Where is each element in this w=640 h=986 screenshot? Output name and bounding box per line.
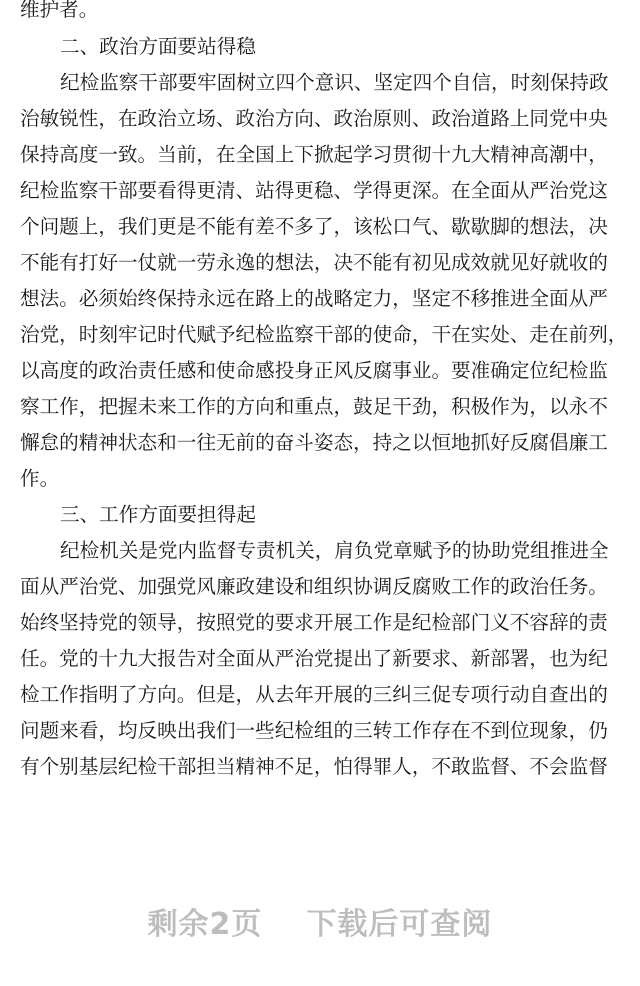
text-line: 懈怠的精神状态和一往无前的奋斗姿态，持之以恒地抓好反腐倡廉工 xyxy=(20,431,608,454)
download-prompt[interactable] xyxy=(0,900,640,950)
text-line: 想法。必须始终保持永远在路上的战略定力，坚定不移推进全面从严 xyxy=(20,287,608,310)
text-line: 维护者。 xyxy=(20,0,99,21)
text-line: 检工作指明了方向。但是，从去年开展的三纠三促专项行动自查出的 xyxy=(20,683,608,706)
text-line: 纪检机关是党内监督专责机关，肩负党章赋予的协助党组推进全 xyxy=(60,539,609,562)
text-line: 作。 xyxy=(20,467,60,490)
section-heading: 二、政治方面要站得稳 xyxy=(60,35,256,58)
text-line: 纪检监察干部要看得更清、站得更稳、学得更深。在全面从严治党这 xyxy=(20,179,608,202)
text-line: 个问题上，我们更是不能有差不多了，该松口气、歇歇脚的想法，决 xyxy=(20,215,608,238)
text-line: 保持高度一致。当前，在全国上下掀起学习贯彻十九大精神高潮中， xyxy=(20,143,608,166)
text-line: 以高度的政治责任感和使命感投身正风反腐事业。要准确定位纪检监 xyxy=(20,359,608,382)
text-line: 察工作，把握未来工作的方向和重点，鼓足干劲，积极作为，以永不 xyxy=(20,395,608,418)
text-line: 治敏锐性，在政治立场、政治方向、政治原则、政治道路上同党中央 xyxy=(20,107,608,130)
text-line: 纪检监察干部要牢固树立四个意识、坚定四个自信，时刻保持政 xyxy=(60,71,609,94)
text-line: 不能有打好一仗就一劳永逸的想法，决不能有初见成效就见好就收的 xyxy=(20,251,608,274)
text-line: 始终坚持党的领导，按照党的要求开展工作是纪检部门义不容辞的责 xyxy=(20,611,608,634)
text-line: 有个别基层纪检干部担当精神不足，怕得罪人，不敢监督、不会监督 xyxy=(20,755,608,778)
remaining-pages-text: 剩余2页 xyxy=(147,907,263,942)
text-line: 问题来看，均反映出我们一些纪检组的三转工作存在不到位现象，仍 xyxy=(20,719,608,742)
download-to-view-text: 下载后可查阅 xyxy=(306,907,493,942)
text-line: 任。党的十九大报告对全面从严治党提出了新要求、新部署，也为纪 xyxy=(20,647,608,670)
text-line: 面从严治党、加强党风廉政建设和组织协调反腐败工作的政治任务。 xyxy=(20,575,608,598)
text-line: 治党，时刻牢记时代赋予纪检监察干部的使命，干在实处、走在前列， xyxy=(20,323,628,346)
section-heading: 三、工作方面要担得起 xyxy=(60,503,256,526)
